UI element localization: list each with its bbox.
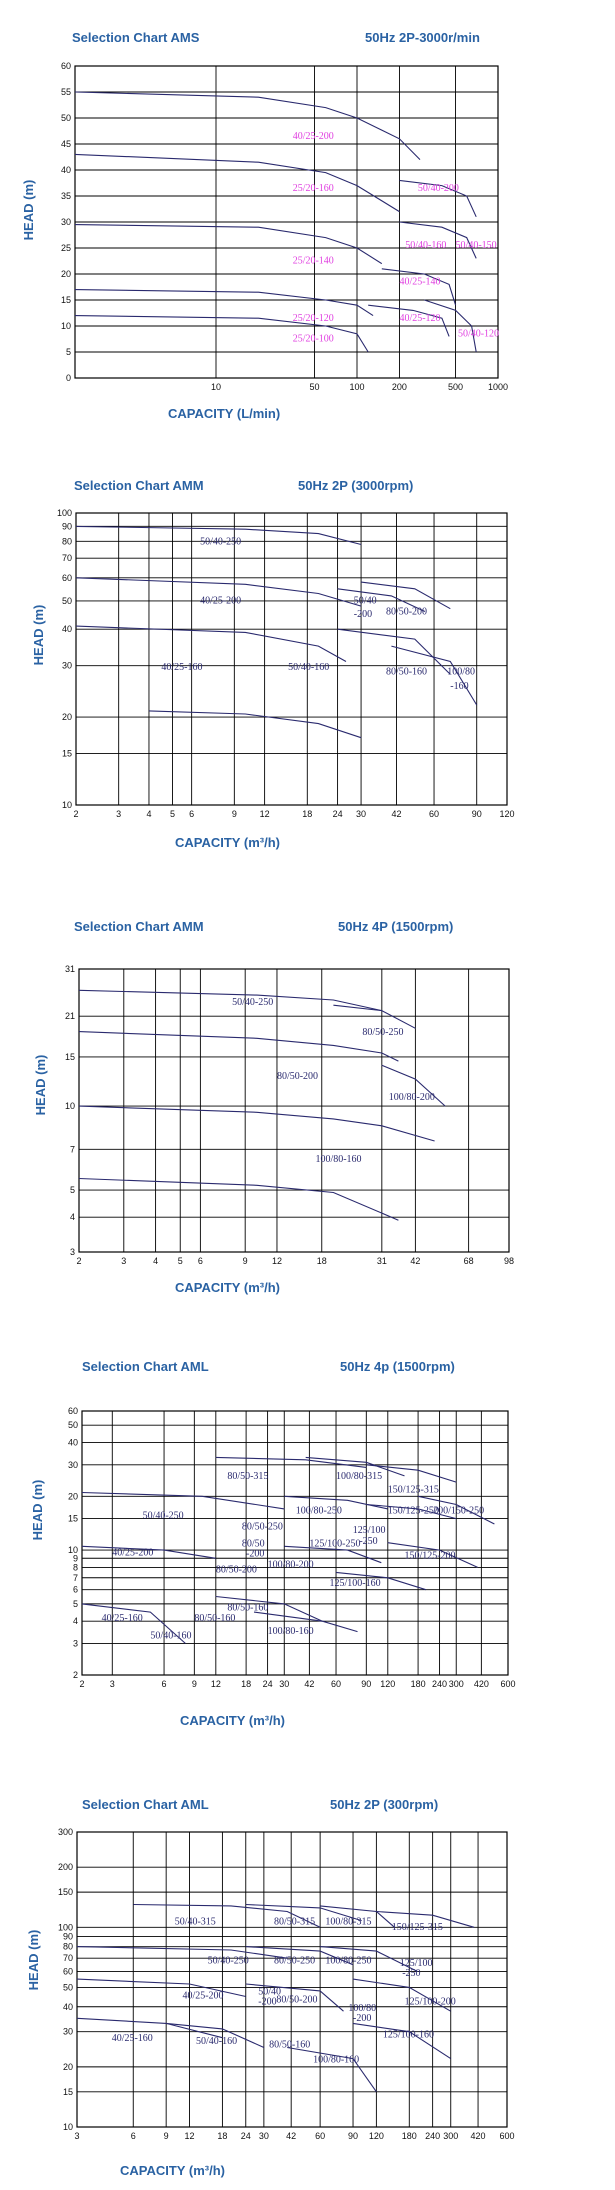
x-tick-label: 3	[109, 1679, 115, 1689]
plot-frame	[77, 1832, 507, 2127]
curve-label: 80/50-200	[215, 1564, 257, 1576]
x-tick-label: 300	[443, 2131, 459, 2141]
curve-50-40-250	[77, 1947, 287, 1959]
x-tick-label: 98	[503, 1256, 515, 1266]
x-tick-label: 68	[463, 1256, 474, 1266]
x-axis-label: CAPACITY (L/min)	[168, 406, 281, 421]
curve-25-20-120	[75, 290, 373, 316]
y-tick-label: 8	[72, 1562, 78, 1573]
x-tick-label: 240	[425, 2131, 441, 2141]
curve-label: 100/80-315	[325, 1916, 372, 1928]
chart-ams-2p-3000	[0, 0, 615, 430]
y-tick-label: 40	[61, 624, 72, 635]
x-tick-label: 9	[163, 2131, 169, 2141]
y-tick-label: 10	[62, 2122, 73, 2132]
y-tick-label: 200	[57, 1862, 73, 1873]
chart-subtitle: 50Hz 4p (1500rpm)	[340, 1359, 455, 1374]
x-tick-label: 120	[368, 2131, 384, 2141]
y-tick-label: 35	[60, 191, 71, 201]
curve-labels	[161, 537, 475, 692]
x-axis-label: CAPACITY (m³/h)	[180, 1713, 285, 1728]
curve-label: 200/150-250	[433, 1505, 485, 1517]
curve-label: 50/40-120	[457, 328, 500, 340]
curve-label: 100/80-200	[267, 1559, 314, 1571]
curve-label: 80/50-200	[385, 606, 428, 618]
curve-50-40-160	[79, 1179, 398, 1221]
curve-label: 80/50-315	[274, 1916, 316, 1928]
curve-label: 50/40-250	[200, 536, 242, 548]
x-tick-label: 3	[116, 809, 122, 819]
x-tick-label: 6	[130, 2131, 136, 2141]
curve-label: 150/125-200	[404, 1550, 456, 1562]
curve-label: 50/40-250	[142, 1510, 184, 1522]
curve-label: 125/100-160	[382, 2029, 434, 2041]
x-tick-label: 180	[401, 2131, 417, 2141]
y-tick-label: 20	[67, 1491, 78, 1502]
curve-label: 50/40-315	[174, 1916, 216, 1928]
curve-label: 25/20-120	[292, 312, 334, 324]
y-axis-label: HEAD (m)	[21, 179, 36, 241]
curve-label: 125/100-160	[329, 1577, 381, 1589]
x-axis-label: CAPACITY (m³/h)	[175, 1280, 280, 1295]
x-tick-label: 42	[286, 2131, 297, 2141]
chart-subtitle: 50Hz 4P (1500rpm)	[338, 919, 454, 934]
y-tick-label: 30	[62, 2026, 73, 2037]
curve-40-25-200	[75, 92, 420, 160]
curve-label: 50/40-150	[455, 240, 497, 251]
chart-panel-amm-2p	[0, 440, 615, 870]
y-tick-label: 55	[60, 87, 71, 97]
y-tick-label: 15	[61, 748, 72, 759]
y-tick-label: 6	[72, 1584, 78, 1595]
curve-label: 80/50-160	[227, 1602, 269, 1614]
y-tick-label: 15	[64, 1051, 75, 1062]
x-tick-label: 90	[348, 2131, 359, 2141]
x-tick-label: 30	[258, 2131, 269, 2141]
x-tick-label: 1000	[487, 382, 509, 392]
x-tick-label: 100	[349, 382, 365, 392]
x-tick-label: 600	[500, 1679, 516, 1689]
curve-label: 40/25-200	[292, 130, 334, 142]
y-tick-label: 10	[60, 321, 71, 331]
curve-label: 100/80-160	[267, 1625, 314, 1637]
x-axis-label: CAPACITY (m³/h)	[120, 2163, 225, 2178]
y-tick-label: 90	[62, 1931, 73, 1942]
x-tick-label: 9	[231, 809, 237, 819]
y-tick-label: 60	[60, 61, 71, 71]
x-tick-label: 120	[499, 809, 515, 819]
y-tick-label: 5	[69, 1185, 75, 1196]
x-tick-label: 18	[241, 1679, 252, 1689]
grid	[61, 61, 508, 392]
curve-label: 50/40-250	[207, 1955, 249, 1967]
curve-label: 40/25-160	[161, 661, 203, 673]
x-tick-label: 60	[429, 809, 440, 819]
y-tick-label: 100	[56, 508, 72, 518]
y-tick-label: 60	[62, 1966, 73, 1977]
curve-label: 40/25-200	[182, 1990, 224, 2002]
curve-80-50-315	[216, 1457, 366, 1467]
curve-label: 125/100-200	[404, 1996, 456, 2008]
chart-aml-2p-300	[0, 1775, 615, 2185]
y-tick-label: 20	[61, 712, 72, 723]
x-tick-label: 120	[380, 1679, 396, 1689]
curve-label: 125/100	[352, 1524, 386, 1536]
x-tick-label: 4	[146, 809, 152, 819]
x-tick-label: 3	[74, 2131, 80, 2141]
chart-title: Selection Chart AMM	[74, 919, 204, 934]
x-tick-label: 2	[76, 1256, 82, 1266]
x-tick-label: 31	[376, 1256, 387, 1266]
chart-panel-ams	[0, 0, 615, 430]
curve-40-25-160	[76, 626, 346, 661]
y-tick-label: 10	[64, 1101, 75, 1112]
y-tick-label: 15	[60, 295, 71, 305]
curve-label: -200	[353, 609, 373, 621]
chart-subtitle: 50Hz 2P (3000rpm)	[298, 478, 414, 493]
curve-label: 80/50-250	[362, 1026, 404, 1038]
curve-label: 80/50-160	[269, 2039, 311, 2051]
curve-label: 150/125-315	[391, 1921, 443, 1933]
chart-subtitle: 50Hz 2P-3000r/min	[365, 30, 480, 45]
x-tick-label: 12	[184, 2131, 195, 2141]
curve-label: 50/40-160	[405, 240, 447, 251]
y-tick-label: 50	[62, 1982, 73, 1993]
x-tick-label: 10	[210, 382, 222, 392]
y-tick-label: 10	[61, 800, 72, 810]
y-tick-label: 20	[60, 269, 71, 279]
curve-100-80-160	[79, 1106, 435, 1141]
y-tick-label: 3	[69, 1247, 75, 1257]
x-tick-label: 12	[210, 1679, 221, 1689]
y-tick-label: 5	[72, 1598, 78, 1609]
x-tick-label: 180	[410, 1679, 426, 1689]
curve-label: -200	[353, 2012, 372, 2024]
curve-label: 50/40-250	[232, 997, 274, 1009]
chart-panel-aml-4p	[0, 1345, 615, 1765]
x-tick-label: 12	[271, 1256, 282, 1266]
y-axis-label: HEAD (m)	[33, 1054, 48, 1116]
y-tick-label: 90	[61, 521, 72, 532]
x-tick-label: 5	[169, 809, 175, 819]
curve-label: 40/25-140	[399, 276, 441, 288]
x-tick-label: 420	[470, 2131, 486, 2141]
y-tick-label: 50	[67, 1420, 78, 1431]
y-tick-label: 15	[67, 1513, 78, 1524]
chart-title: Selection Chart AMM	[74, 478, 204, 493]
curve-label: 100/80-160	[315, 1154, 362, 1166]
x-tick-label: 42	[391, 809, 402, 819]
y-tick-label: 40	[60, 165, 71, 175]
curve-label: 150/125-315	[387, 1484, 439, 1496]
x-tick-label: 12	[259, 809, 270, 819]
curve-label: 40/25-200	[112, 1547, 154, 1559]
y-tick-label: 25	[60, 243, 71, 253]
curve-label: -200	[246, 1548, 265, 1560]
y-tick-label: 30	[67, 1459, 78, 1470]
curve-label: 80/50-315	[227, 1470, 269, 1482]
y-axis-label: HEAD (m)	[26, 1929, 41, 1991]
x-tick-label: 300	[448, 1679, 464, 1689]
x-tick-label: 60	[315, 2131, 326, 2141]
x-tick-label: 420	[473, 1679, 489, 1689]
curve-label: -200	[258, 1996, 277, 2008]
x-tick-label: 9	[191, 1679, 197, 1689]
x-tick-label: 600	[499, 2131, 515, 2141]
x-tick-label: 6	[197, 1256, 203, 1266]
grid	[58, 1827, 515, 2141]
chart-title: Selection Chart AMS	[72, 30, 200, 45]
x-tick-label: 90	[471, 809, 482, 819]
curve-label: 40/25-160	[111, 2032, 153, 2044]
x-tick-label: 6	[189, 809, 195, 819]
curve-50-40-160	[149, 711, 361, 738]
x-tick-label: 3	[121, 1256, 127, 1266]
y-tick-label: 31	[64, 964, 75, 974]
y-tick-label: 5	[65, 347, 71, 357]
curve-label: 150/125-250	[387, 1505, 439, 1517]
y-tick-label: 30	[60, 217, 71, 227]
x-tick-label: 42	[410, 1256, 421, 1266]
y-tick-label: 0	[65, 373, 71, 383]
curve-label: 100/80-160	[313, 2054, 360, 2066]
curve-label: 25/20-140	[292, 255, 334, 267]
curve-label: 80/50	[241, 1538, 265, 1550]
curve-label: 80/50-250	[241, 1521, 283, 1533]
curve-label: 25/20-160	[292, 182, 334, 194]
y-tick-label: 4	[69, 1212, 75, 1223]
y-tick-label: 3	[72, 1638, 78, 1649]
y-tick-label: 21	[64, 1011, 75, 1022]
y-tick-label: 60	[61, 572, 72, 583]
curve-labels	[112, 1917, 456, 2066]
x-tick-label: 60	[331, 1679, 342, 1689]
x-tick-label: 240	[432, 1679, 448, 1689]
y-tick-label: 9	[72, 1553, 78, 1564]
x-axis-label: CAPACITY (m³/h)	[175, 835, 280, 850]
grid	[57, 508, 515, 819]
curve-25-20-140	[75, 225, 382, 264]
curve-label: 40/25-160	[101, 1613, 143, 1625]
y-tick-label: 40	[62, 2001, 73, 2012]
chart-subtitle: 50Hz 2P (300rpm)	[330, 1797, 439, 1812]
x-tick-label: 24	[332, 809, 343, 819]
chart-title: Selection Chart AML	[82, 1359, 209, 1374]
y-tick-label: 70	[61, 553, 72, 564]
x-tick-label: 18	[217, 2131, 228, 2141]
curve-label: 100/80-250	[325, 1955, 372, 1967]
x-tick-label: 18	[302, 809, 313, 819]
curve-label: 100/80	[348, 2003, 377, 2015]
curve-25-20-160	[75, 154, 399, 211]
curve-125-100-160	[353, 2023, 451, 2058]
plot-frame	[79, 969, 509, 1252]
chart-amm-2p-3000	[0, 440, 615, 870]
chart-panel-amm-4p	[0, 895, 615, 1315]
curve-label: 50/40-160	[150, 1630, 192, 1642]
chart-amm-4p-1500	[0, 895, 615, 1315]
curve-label: 40/25-120	[399, 312, 441, 324]
y-tick-label: 50	[61, 595, 72, 606]
curve-label: 125/100	[399, 1957, 433, 1969]
curve-label: 100/80	[447, 666, 475, 678]
y-tick-label: 70	[62, 1953, 73, 1964]
x-tick-label: 6	[161, 1679, 167, 1689]
y-tick-label: 30	[61, 660, 72, 671]
x-tick-label: 500	[448, 382, 464, 392]
x-tick-label: 50	[309, 382, 320, 392]
y-tick-label: 40	[67, 1437, 78, 1448]
curve-label: 50/40-200	[417, 182, 459, 194]
curve-label: 100/80-200	[388, 1092, 435, 1104]
curve-label: 25/20-100	[292, 333, 334, 345]
chart-title: Selection Chart AML	[82, 1797, 209, 1812]
curve-label: 80/50-250	[274, 1955, 316, 1967]
x-tick-label: 4	[153, 1256, 159, 1266]
y-tick-label: 80	[62, 1941, 73, 1952]
y-tick-label: 4	[72, 1616, 78, 1627]
y-tick-label: 2	[72, 1670, 78, 1680]
curve-label: 100/80-250	[295, 1505, 342, 1517]
y-axis-label: HEAD (m)	[30, 1479, 45, 1541]
x-tick-label: 9	[242, 1256, 248, 1266]
y-tick-label: 20	[62, 2061, 73, 2072]
curve-label: -250	[359, 1536, 378, 1548]
y-tick-label: 300	[57, 1827, 73, 1837]
x-tick-label: 90	[361, 1679, 372, 1689]
curve-50-40-250	[79, 990, 382, 1010]
y-tick-label: 150	[57, 1887, 73, 1898]
x-tick-label: 24	[240, 2131, 251, 2141]
curve-label: 100/80-315	[336, 1470, 383, 1482]
curve-label: -250	[402, 1968, 421, 1980]
x-tick-label: 2	[73, 809, 79, 819]
chart-panel-aml-2p	[0, 1775, 615, 2185]
y-tick-label: 50	[60, 113, 71, 123]
x-tick-label: 30	[279, 1679, 290, 1689]
curves	[79, 990, 445, 1220]
y-tick-label: 15	[62, 2086, 73, 2097]
y-tick-label: 10	[67, 1545, 78, 1556]
curve-label: -160	[450, 680, 469, 692]
y-tick-label: 60	[67, 1406, 78, 1416]
x-tick-label: 24	[262, 1679, 273, 1689]
x-tick-label: 18	[316, 1256, 327, 1266]
curve-label: 50/40	[258, 1986, 282, 1998]
chart-aml-4p-1500	[0, 1345, 615, 1765]
curve-label: 50/40-160	[288, 661, 330, 673]
x-tick-label: 5	[177, 1256, 183, 1266]
curve-label: 50/40-160	[196, 2036, 238, 2048]
curve-label: 80/50-200	[276, 1071, 319, 1083]
y-tick-label: 7	[72, 1572, 78, 1583]
curve-label: 80/50-160	[385, 666, 428, 678]
x-tick-label: 42	[304, 1679, 315, 1689]
y-tick-label: 45	[60, 139, 71, 149]
curve-label: 50/40	[353, 595, 377, 607]
y-tick-label: 80	[61, 536, 72, 547]
curve-label: 40/25-200	[200, 595, 242, 607]
y-axis-label: HEAD (m)	[31, 604, 46, 666]
x-tick-label: 30	[356, 809, 367, 819]
y-tick-label: 100	[57, 1922, 73, 1933]
curve-label: 125/100-250	[309, 1538, 361, 1550]
y-tick-label: 7	[69, 1144, 75, 1155]
x-tick-label: 200	[391, 382, 407, 392]
x-tick-label: 2	[79, 1679, 85, 1689]
curve-label: 80/50-200	[276, 1994, 318, 2006]
curve-label: 80/50-160	[194, 1613, 236, 1625]
